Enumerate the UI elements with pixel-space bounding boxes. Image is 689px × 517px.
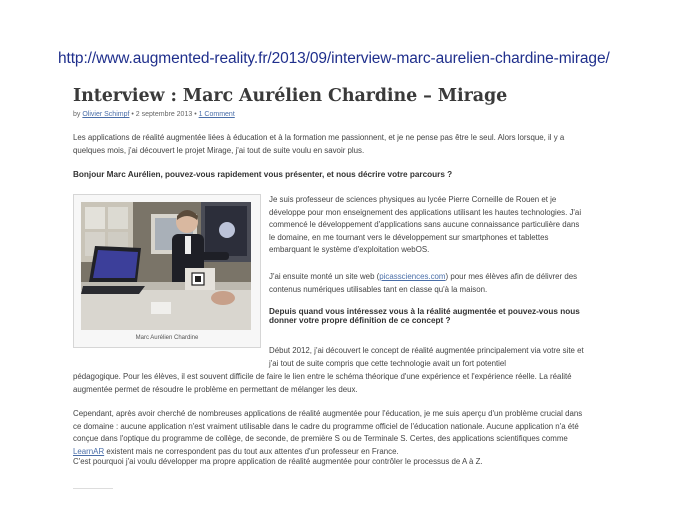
question-2: Depuis quand vous intéressez vous à la réalité augmentée et pouvez-vous nous donner votre propre définition de ce concept ?: [269, 307, 580, 325]
comments-link[interactable]: 1 Comment: [198, 111, 235, 118]
divider: [73, 488, 113, 489]
answer-2-text: J'ai ensuite monté un site web (: [269, 272, 380, 281]
answer-1: Je suis professeur de sciences physiques au lycée Pierre Corneille de Rouen et je développe pour mon enseignement des applications utilisant les hautes technologies. J'ai commencé le développement d'applications sans aucune connaissance particulière dans le domaine, en me tournant vers le développement sur smartphones et tablettes embarquant le système d'exploitation webOS.: [269, 195, 582, 254]
cependant-paragraph: [73, 408, 585, 458]
learnar-link[interactable]: LearnAR: [73, 446, 105, 456]
article-figure: [73, 194, 261, 348]
answer-2-text-end: ) pour mes élèves afin de délivrer des contenus numériques utilisables tant en classe qu'à la maison.: [269, 272, 578, 294]
page-url[interactable]: http://www.augmented-reality.fr/2013/09/interview-marc-aurelien-chardine-mirage/: [58, 50, 610, 67]
post-date: 2 septembre 2013: [135, 111, 193, 118]
answer-2: [269, 271, 587, 296]
answer-3-start: Début 2012, j'ai découvert le concept de réalité augmentée principalement via votre site et j'ai tout de suite compris que cette technologie avait un fort potentiel: [269, 346, 584, 368]
byline-separator: •: [194, 111, 197, 118]
byline-prefix: by: [73, 111, 81, 118]
byline: [73, 111, 585, 118]
answer-3-continued: pédagogique. Pour les élèves, il est souvent difficile de faire le lien entre le schéma théorique d'une expérience et l'expérience réelle. La réalité augmentée permet de résoudre le problème en permettant de mélanger les deux.: [73, 372, 572, 394]
author-link[interactable]: Olivier Schimpf: [82, 111, 130, 118]
byline-separator: •: [131, 111, 134, 118]
interview-photo: [81, 202, 251, 330]
cependant-text-end: existent mais ne correspondent pas du tout aux attentes d'un professeur en France.: [104, 446, 399, 456]
picassciences-link[interactable]: picassciences.com: [379, 272, 446, 281]
article-title: Interview : Marc Aurélien Chardine – Mirage: [73, 86, 508, 106]
photo-illustration: [81, 202, 251, 330]
article: [73, 86, 585, 466]
closing-paragraph: C'est pourquoi j'ai voulu développer ma propre application de réalité augmentée pour contrôler le processus de A à Z.: [73, 457, 483, 466]
figure-caption: Marc Aurélien Chardine: [135, 335, 199, 341]
question-1: Bonjour Marc Aurélien, pouvez-vous rapidement vous présenter, et nous décrire votre parcours ?: [73, 170, 453, 179]
cependant-text: Cependant, après avoir cherché de nombreuses applications de réalité augmentée pour l'éducation, je me suis aperçu d'un problème crucial dans ce domaine : aucune application n'est vraiment utilisable dans le cadre du programme officiel de l'éducation nationale. Aucune application n'a été conçue dans l'optique du programme de collège, de seconde, de première S ou de Terminale S. Certes, des applications scientifiques comme: [73, 409, 583, 443]
intro-paragraph: Les applications de réalité augmentée liées à éducation et à la formation me passionnent, et je ne pense pas être le seul. Alors lorsque, il y a quelques mois, j'ai découvert le projet Mirage, j'ai tout de suite voulu en savoir plus.: [73, 133, 565, 155]
